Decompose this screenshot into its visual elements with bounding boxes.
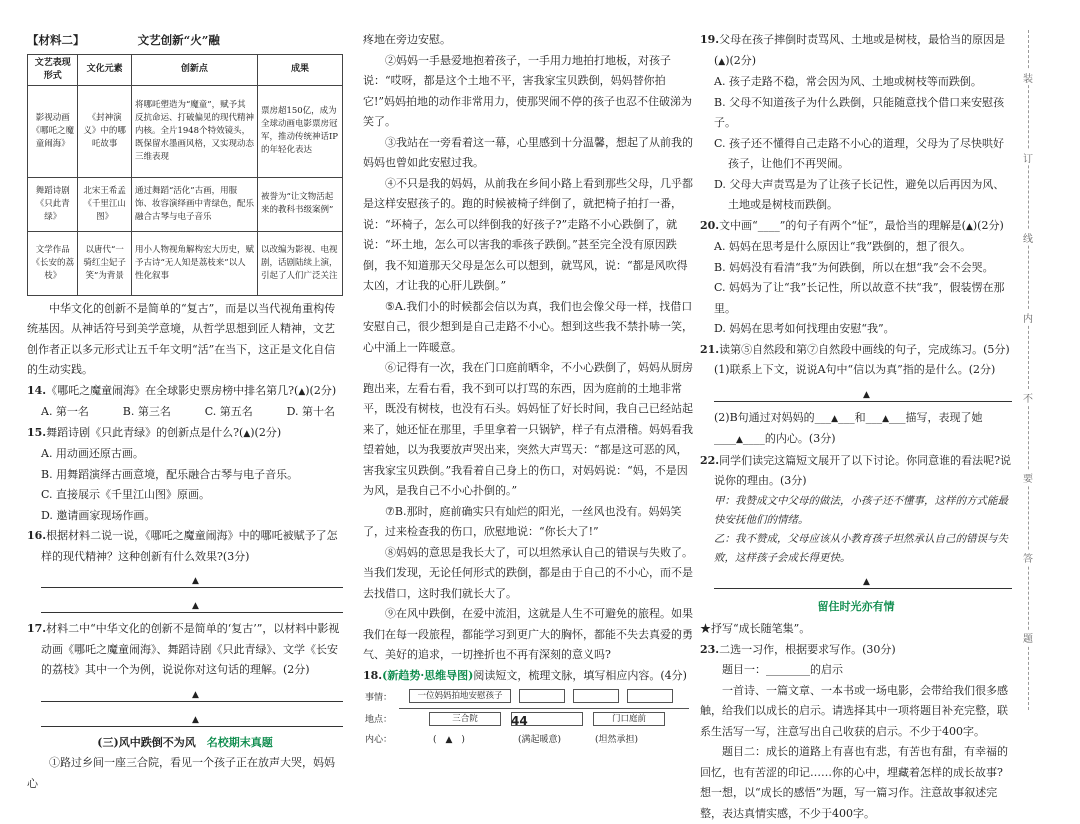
material-title: 文艺创新“火”融 [137,33,220,47]
question-15: 15.舞蹈诗剧《只此青绿》的创新点是什么?(▲)(2分) [27,425,282,439]
q21-sub2-end: ____▲____的内心。(3分) [714,432,836,445]
q21-sub1: (1)联系上下文，说说A句中“信以为真”指的是什么。(2分) [714,363,996,376]
option[interactable]: A. 孩子走路不稳，常会因为风、土地或树枝等而跌倒。 [714,75,982,88]
table-header-row [28,54,343,85]
paragraph-underlined-a: ⑤A.我们小的时候都会信以为真，我们也会像父母一样，找借口安慰自己，很少想到是自己走路不小心。想到这些我不禁扑哧一笑，心中涌上一阵暖意。 [363,299,693,354]
table-cell: 影视动画《哪吒之魔童闹海》 [28,85,78,177]
cut-mark: 订 [1023,150,1033,165]
paragraph: 疼地在旁边安慰。 [363,33,451,46]
question-16: 16.根据材料二说一说，《哪吒之魔童闹海》中的哪吒被赋予了怎样的现代精神？这种创新有什么效果?(3分) [27,529,338,563]
mindmap-place-box: 门口庭前 [593,712,665,726]
mindmap-blank-box[interactable] [573,689,619,703]
option[interactable]: D. 邀请画家现场作画。 [41,508,156,522]
cut-mark: 内 [1023,310,1033,325]
material-table [27,54,343,296]
option[interactable]: C. 孩子还不懂得自己走路不小心的道理，父母为了尽快哄好孩子，让他们不再哭闹。 [714,136,1005,170]
cut-mark: 要 [1023,470,1033,485]
table-cell: 用小人物视角解构宏大历史，赋予古诗“无人知是荔枝来”以人性化叙事 [131,231,257,295]
question-20: 20.文中画“____”的句子有两个“怔”，最恰当的理解是(▲)(2分) [700,218,1004,232]
mindmap-heart-label: 内心： [365,735,393,745]
option[interactable]: B. 用舞蹈演绎古画意境，配乐融合古琴与电子音乐。 [41,467,299,481]
mindmap-place-label: 地点： [365,715,393,725]
intro-paragraph: 中华文化的创新不是简单的“复古”，而是以当代视角重构传统基因。从神话符号到美学意境，从哲学思想到匠人精神，文艺创作者正以多元形式让五千年文明“活”在当下，这正是文化自信的生动实践。 [27,301,336,376]
paragraph: ⑧妈妈的意思是我长大了，可以坦然承认自己的错误与失败了。当我们发现，无论任何形式的跌倒，都是由于自己的不小心，而不是去找借口，这时我们就长大了。 [363,545,693,600]
mind-map [363,688,693,744]
table-cell: 将哪吒塑造为“魔童”，赋予其反抗命运、打破偏见的现代精神内核。全片1948个特效镜头，既保留水墨画风格，又实现动态三维表现 [131,85,257,177]
table-cell: 文学作品《长安的荔枝》 [28,231,78,295]
answer-line[interactable]: ▲ [714,570,1012,589]
paragraph: ④不只是我的妈妈，从前我在乡间小路上看到那些父母，几乎都是这样安慰孩子的。跑的时候被椅子绊倒了，就把椅子拍打一番，说：“坏椅子，怎么可以绊倒我的好孩子?”走路不小心跌倒了，就说：“坏土地，怎么可以害我的乖孩子跌倒。”甚至完全没有原因跌倒，我不知道那天父母是怎么可以想到，就骂风，说：“都是风吹得太凶，才让我的心肝儿跌倒。” [363,176,693,292]
column-right [700,30,1012,824]
question-14: 14.《哪吒之魔童闹海》在全球影史票房榜中排名第几?(▲)(2分) [27,383,337,397]
table-row [28,231,343,295]
writing-section-title: 留住时光亦有情 [817,599,895,613]
writing-topic-2-body: 题目二：成长的道路上有喜也有悲，有苦也有甜，有幸福的回忆，也有苦涩的印记……你的心中，埋藏着怎样的成长故事?想一想，以“成长的感悟”为题，写一篇习作。注意故事叙述完整，表达真情实感，不少于400字。 [700,745,1008,820]
mindmap-heart-c: (坦然承担) [595,735,639,745]
table-cell: 《封神演义》中的哪吒故事 [78,85,132,177]
option[interactable]: C. 第五名 [204,405,253,418]
writing-star: ★抒写“成长随笔集”。 [700,622,811,635]
paragraph: ②妈妈一手悬爱地抱着孩子，一手用力地拍打地板，对孩子说：“哎呀，都是这个土地不平，害我家宝贝跌倒，妈妈替你拍它!”妈妈拍地的动作非常用力，使那哭闹不停的孩子也忍不住破涕为笑了。 [363,53,693,128]
table-header: 创新点 [131,54,257,85]
answer-line[interactable]: ▲ [41,569,343,588]
table-header: 文艺表现形式 [28,54,78,85]
cut-mark: 装 [1023,70,1033,85]
question-23: 23.二选一习作，根据要求写作。(30分) [700,642,896,656]
question-21: 21.读第⑤自然段和第⑦自然段中画线的句子，完成练习。(5分) [700,342,1010,356]
writing-topic-1-title: 题目一：________的启示 [722,663,843,676]
table-cell: 通过舞蹈“活化”古画，用服饰、妆容演绎画中青绿色，配乐融合古琴与电子音乐 [131,177,257,231]
cut-mark: 答 [1023,550,1033,565]
mindmap-blank-box[interactable] [627,689,673,703]
option[interactable]: C. 妈妈为了让“我”长记性，所以故意不扶“我”，假装愣在那里。 [714,281,1005,315]
mindmap-event-label: 事情： [365,693,393,703]
mindmap-place-box: 三合院 [429,712,501,726]
mindmap-arrow [399,708,689,709]
binding-cut-line [1023,30,1049,710]
option[interactable]: A. 妈妈在思考是什么原因让“我”跌倒的，想了很久。 [714,240,972,253]
table-cell: 北宋王希孟《千里江山图》 [78,177,132,231]
cut-mark: 不 [1023,390,1033,405]
table-cell: 票房超150亿，成为全球动画电影票房冠军，推动传统神话IP的年轻化表达 [257,85,342,177]
mindmap-heart-a[interactable]: ( ▲ ) [433,735,465,745]
question-18: 18.(新趋势·思维导图)阅读短文，梳理文脉，填写相应内容。(4分) [363,668,687,682]
table-row [28,177,343,231]
q21-sub2: (2)B句通过对妈妈的___▲___和___▲___描写，表现了她 [714,410,983,424]
section-title: (三)风中跌倒不为风 名校期末真题 [97,735,273,749]
paragraph-1-start: ①路过乡间一座三合院，看见一个孩子正在放声大哭，妈妈心 [27,756,335,790]
option[interactable]: C. 直接展示《千里江山图》原画。 [41,488,211,501]
answer-line[interactable]: ▲ [41,594,343,613]
question-17: 17.材料二中“中华文化的创新不是简单的‘复古’”，以材料中影视动画《哪吒之魔童闹海》、舞蹈诗剧《只此青绿》、文学《长安的荔枝》其中一个为例，说说你对这句话的理解。(2分) [27,622,340,676]
paragraph-underlined-b: ⑦B.那时，庭前确实只有灿烂的阳光，一丝风也没有。妈妈笑了，过来检查我的伤口，欣慰地说：“你长大了!” [363,504,682,538]
mindmap-heart-b: (满起暖意) [518,735,562,745]
option[interactable]: D. 父母大声责骂是为了让孩子长记性，避免以后再因为风、土地或是树枝而跌倒。 [714,177,1005,211]
q14-options [27,402,343,423]
question-19: 19.父母在孩子摔倒时责骂风、土地或是树枝，最恰当的原因是(▲)(2分) [700,33,1006,67]
answer-line[interactable]: ▲ [41,708,343,727]
option[interactable]: B. 妈妈没有看清“我”为何跌倒，所以在想“我”会不会哭。 [714,260,994,274]
answer-line[interactable]: ▲ [41,683,343,702]
table-cell: 被誉为“让文物活起来的教科书级案例” [257,177,342,231]
table-cell: 以唐代“一骑红尘妃子笑”为背景 [78,231,132,295]
column-left [27,30,343,794]
answer-line[interactable]: ▲ [714,383,1012,402]
section-tag: 名校期末真题 [206,735,273,749]
page-number: 44 [511,714,528,728]
option[interactable]: D. 第十名 [286,405,335,418]
material-label: 【材料二】 [27,33,85,47]
table-header: 文化元素 [78,54,132,85]
option[interactable]: B. 父母不知道孩子为什么跌倒，只能随意找个借口来安慰孩子。 [714,95,1005,129]
option[interactable]: D. 妈妈在思考如何找理由安慰“我”。 [714,322,895,335]
mindmap-event-box: 一位妈妈拍地安慰孩子 [409,689,511,703]
question-22: 22.同学们读完这篇短文展开了以下讨论。你同意谁的看法呢?说说你的理由。(3分) [700,453,1012,487]
paragraph: ⑥记得有一次，我在门口庭前晒伞，不小心跌倒了，妈妈从厨房跑出来，左看右看，我不到可以打骂的东西，因为庭前的土地非常平，既没有树枝，也没有石头。妈妈怔了好长时间，我自己已经站起来了，她还怔在那里，手里拿着一只锅铲，样子有点滑稽。妈妈看我望着她，以为我要放声哭出来，突然大声骂天：“都是这可恶的风，害我家宝贝跌倒。”我看着自己身上的伤口，对妈妈说：“妈，不是因为风，是我自己不小心扑倒的。” [363,361,693,497]
option[interactable]: A. 用动画还原古画。 [41,447,144,460]
table-cell: 舞蹈诗剧《只此青绿》 [28,177,78,231]
paragraph: ③我站在一旁看着这一幕，心里感到十分温馨，想起了从前我的妈妈也曾如此安慰过我。 [363,135,693,169]
q22-yi: 乙：我不赞成，父母应该从小教育孩子坦然承认自己的错误与失败，这样孩子会成长得更快。 [714,532,1008,564]
table-row [28,85,343,177]
cut-mark: 线 [1023,230,1033,245]
option[interactable]: A. 第一名 [41,405,89,418]
material-header [27,30,343,51]
option[interactable]: B. 第三名 [122,405,171,418]
mindmap-blank-box[interactable] [519,689,565,703]
table-header: 成果 [257,54,342,85]
writing-topic-1-body: 一首诗、一篇文章、一本书或一场电影，会带给我们很多感触，给我们以成长的启示。请选择其中一项将题目补充完整，联系生活写一写，注意写出自己收获的启示。不少于400字。 [700,683,1008,738]
table-cell: 以改编为影视、电视剧，话剧陆续上演，引起了人们广泛关注 [257,231,342,295]
paragraph: ⑨在风中跌倒，在爱中流泪，这就是人生不可避免的旅程。如果我们在每一段旅程，都能学习到更广大的胸怀，都能不失去真爱的勇气、美好的追求，一切挫折也不再有深刻的意义吗? [363,607,693,661]
cut-mark: 题 [1023,630,1033,645]
q22-jia: 甲：我赞成文中父母的做法，小孩子还不懂事，这样的方式能最快安抚他们的情绪。 [714,494,1008,526]
column-middle [363,30,693,744]
